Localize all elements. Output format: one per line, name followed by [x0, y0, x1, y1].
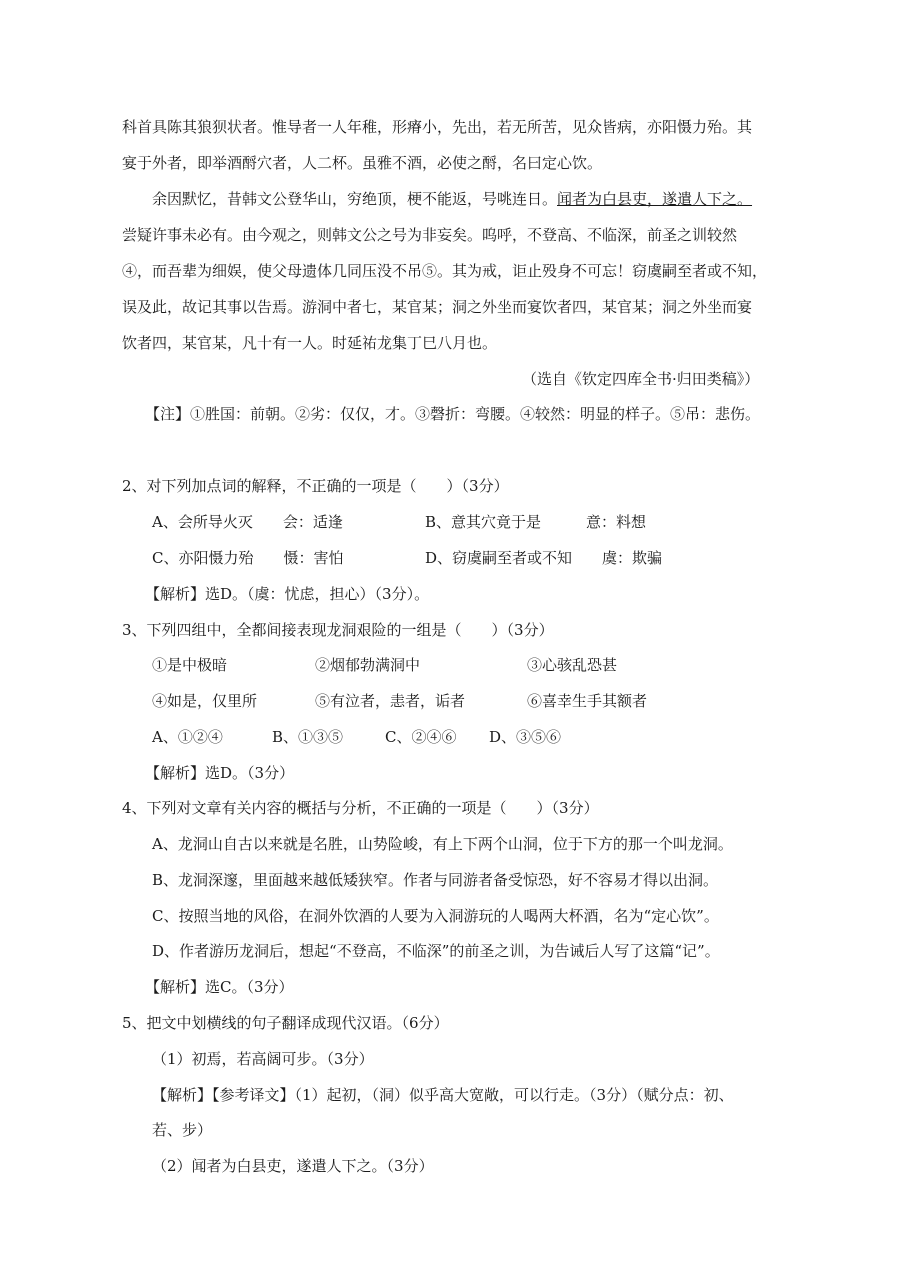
question-3-item: ⑤有泣者，恚者，诟者: [315, 692, 466, 710]
question-2-option-b: B、意其穴竟于是 意：料想: [425, 513, 647, 531]
question-5-analysis: 【解析】【参考译文】（1）起初，（洞）似乎高大宽敞，可以行走。（3分）（赋分点：初、: [152, 1086, 734, 1104]
passage-line: 饮者四，某官某，凡十有一人。时延祐龙集丁巳八月也。: [122, 334, 498, 352]
passage-line: [152, 189, 752, 209]
question-2-analysis: 【解析】选D。（虞：忧虑，担心）（3分）。: [145, 585, 430, 603]
question-3-stem: 3、下列四组中，全都间接表现龙洞艰险的一组是（ ）（3分）: [122, 621, 554, 639]
question-4-analysis: 【解析】选C。（3分）: [145, 978, 294, 996]
question-4-option-d: D、作者游历龙洞后，想起“不登高，不临深”的前圣之训，为告诫后人写了这篇“记”。: [152, 942, 720, 960]
question-4-option-a: A、龙洞山自古以来就是名胜，山势险峻，有上下两个山洞，位于下方的那一个叫龙洞。: [152, 835, 733, 853]
question-3-option-b: B、①③⑤: [272, 728, 344, 746]
passage-line: 宴于外者，即举酒酹穴者，人二杯。虽雅不酒，必使之酹，名曰定心饮。: [122, 154, 603, 172]
question-2-option-c: C、亦阳慑力殆 慑：害怕: [152, 549, 344, 567]
passage-line: 尝疑许事未必有。由今观之，则韩文公之号为非妄矣。呜呼，不登高、不临深，前圣之训较然: [122, 226, 738, 244]
question-3-item: ③心骇乱恐甚: [527, 656, 618, 674]
question-3-item: ⑥喜幸生手其额者: [527, 692, 648, 710]
question-3-option-d: D、③⑤⑥: [489, 728, 562, 746]
question-3-analysis: 【解析】选D。（3分）: [145, 764, 295, 782]
question-3-item: ②烟郁勃满洞中: [315, 656, 421, 674]
passage-text: 余因默忆，昔韩文公登华山，穷绝顶，梗不能返，号咷连日。: [152, 190, 558, 208]
question-4-stem: 4、下列对文章有关内容的概括与分析，不正确的一项是（ ）（3分）: [122, 799, 599, 817]
question-5-analysis: 若、步）: [152, 1121, 213, 1139]
passage-line: 科首具陈其狼狈状者。惟导者一人年稚，形瘠小，先出，若无所苦，见众皆病，亦阳慑力殆。其: [122, 118, 753, 136]
question-2-stem: 2、对下列加点词的解释，不正确的一项是（ ）（3分）: [122, 477, 509, 495]
passage-line: 误及此，故记其事以告焉。游洞中者七，某官某；洞之外坐而宴饮者四，某官某；洞之外坐而宴: [122, 298, 753, 316]
question-3-option-a: A、①②④: [152, 728, 223, 746]
question-2-option-a: A、会所导火灭 会：适逢: [152, 513, 343, 531]
question-3-item: ①是中极暗: [152, 656, 228, 674]
question-2-option-d: D、窃虞嗣至者或不知 虞：欺骗: [425, 549, 663, 567]
passage-source: （选自《钦定四库全书·归田类稿》）: [522, 370, 760, 388]
question-3-item: ④如是，仅里所: [152, 692, 258, 710]
passage-notes: 【注】①胜国：前朝。②劣：仅仅，才。③磬折：弯腰。④较然：明显的样子。⑤吊：悲伤。: [145, 405, 761, 423]
question-3-option-c: C、②④⑥: [385, 728, 457, 746]
question-5-stem: 5、把文中划横线的句子翻译成现代汉语。（6分）: [122, 1014, 449, 1032]
passage-line: ④，而吾辈为细娱，使父母遗体几同压没不吊⑤。其为戒，讵止殁身不可忘！窃虞嗣至者或不知，: [122, 262, 768, 280]
underlined-sentence: 闻者为白县吏，遂遣人下之。: [557, 190, 753, 208]
question-5-sentence-2: （2）闻者为白县吏，遂遣人下之。（3分）: [152, 1157, 434, 1175]
question-4-option-c: C、按照当地的风俗，在洞外饮酒的人要为入洞游玩的人喝两大杯酒，名为“定心饮”。: [152, 907, 719, 925]
question-5-sentence-1: （1）初焉，若高阔可步。（3分）: [152, 1050, 374, 1068]
question-4-option-b: B、龙洞深邃，里面越来越低矮狭窄。作者与同游者备受惊恐，好不容易才得以出洞。: [152, 871, 719, 889]
